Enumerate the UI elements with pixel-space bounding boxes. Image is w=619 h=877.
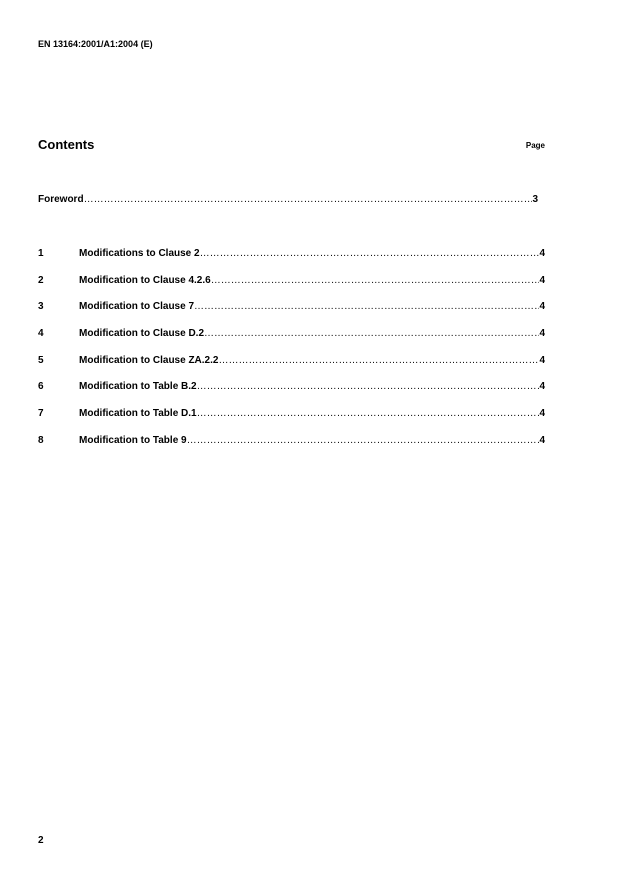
toc-entry-number: 7 [38, 408, 44, 419]
toc-entry-title: Modification to Clause D.2 [79, 328, 205, 339]
toc-entry-page: 4 [539, 301, 545, 312]
toc-entry-title: Modifications to Clause 2 [79, 248, 200, 259]
toc-entry [38, 248, 545, 260]
toc-entry-page: 4 [539, 275, 545, 286]
toc-leader-dots [84, 194, 533, 206]
toc-entry-number: 6 [38, 381, 44, 392]
footer-page-number: 2 [38, 835, 44, 846]
toc-entry-page: 4 [539, 248, 545, 259]
toc-leader-dots [200, 248, 540, 260]
toc-entry-page: 4 [539, 328, 545, 339]
toc-entry-page: 4 [539, 355, 545, 366]
toc-entry-number: 8 [38, 435, 44, 446]
toc-entry [38, 408, 545, 420]
document-header: EN 13164:2001/A1:2004 (E) [38, 39, 153, 49]
toc-entry-title: Modification to Table D.1 [79, 408, 197, 419]
toc-leader-dots [211, 275, 540, 287]
toc-entry [38, 381, 545, 393]
toc-leader-dots [204, 328, 539, 340]
toc-entry [38, 328, 545, 340]
toc-entry-title: Modification to Table 9 [79, 435, 187, 446]
toc-entry-page: 3 [532, 194, 538, 205]
toc-leader-dots [218, 355, 539, 367]
toc-entry [38, 435, 545, 447]
toc-entry-title: Modification to Clause ZA.2.2 [79, 355, 219, 366]
toc-entry-page: 4 [539, 408, 545, 419]
page-column-label: Page [525, 141, 545, 150]
toc-entry-number: 2 [38, 275, 44, 286]
toc-entry-title: Modification to Table B.2 [79, 381, 197, 392]
toc-entry-number: 3 [38, 301, 44, 312]
toc-leader-dots [197, 381, 540, 393]
toc-entry-page: 4 [539, 435, 545, 446]
toc-entry-number: 5 [38, 355, 44, 366]
toc-entry-title: Foreword [38, 194, 84, 205]
toc-entry-number: 4 [38, 328, 44, 339]
toc-entry-number: 1 [38, 248, 44, 259]
contents-heading: Contents [38, 137, 95, 152]
toc-leader-dots [187, 435, 540, 447]
toc-entry [38, 275, 545, 287]
toc-entry-page: 4 [539, 381, 545, 392]
toc-entry-foreword [38, 194, 538, 206]
toc-entry [38, 301, 545, 313]
toc-leader-dots [194, 301, 539, 313]
toc-leader-dots [197, 408, 540, 420]
toc-entry [38, 355, 545, 367]
toc-entry-title: Modification to Clause 7 [79, 301, 195, 312]
toc-entry-title: Modification to Clause 4.2.6 [79, 275, 211, 286]
